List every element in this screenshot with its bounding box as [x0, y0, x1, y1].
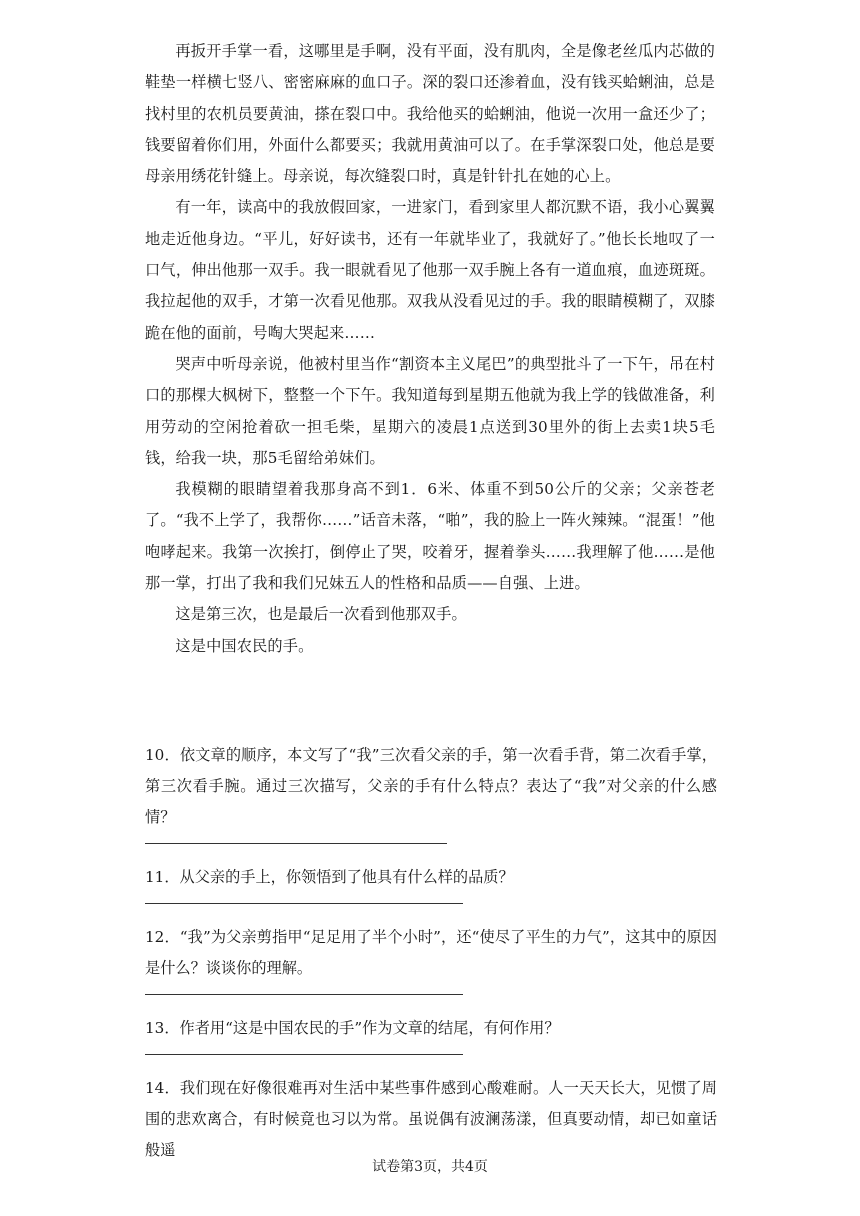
answer-line[interactable]	[145, 1054, 463, 1055]
passage-paragraph: 这是中国农民的手。	[175, 636, 314, 655]
page-footer: 试卷第3页，共4页	[372, 1159, 488, 1175]
question-text: 13．作者用“这是中国农民的手”作为文章的结尾，有何作用？	[145, 1019, 560, 1037]
question-list	[145, 740, 717, 1166]
reading-passage	[145, 36, 715, 662]
question-text: 11．从父亲的手上，你领悟到了他具有什么样的品质？	[145, 868, 514, 886]
question-text: 10．依文章的顺序，本文写了“我”三次看父亲的手，第一次看手背，第二次看手掌，第三次看手腕。通过三次描写，父亲的手有什么特点？表达了“我”对父亲的什么感情？	[145, 746, 717, 826]
question-13	[145, 1013, 717, 1055]
answer-line[interactable]	[145, 903, 463, 904]
question-text: 12．“我”为父亲剪指甲“足足用了半个小时”，还“使尽了平生的力气”，这其中的原因是什么？谈谈你的理解。	[145, 928, 717, 977]
question-11	[145, 862, 717, 904]
passage-paragraph: 有一年，读高中的我放假回家，一进家门，看到家里人都沉默不语，我小心翼翼地走近他身边。“平儿，好好读书，还有一年就毕业了，我就好了。”他长长地叹了一口气，伸出他那一双手。我一眼就看见了他那一双手腕上各有一道血痕，血迹斑斑。我拉起他的双手，才第一次看见他那。双我从没看见过的手。我的眼睛模糊了，双膝跪在他的面前，号啕大哭起来……	[145, 198, 715, 342]
question-10	[145, 740, 717, 844]
question-text: 14．我们现在好像很难再对生活中某些事件感到心酸难耐。人一天天长大，见惯了周围的悲欢离合，有时候竟也习以为常。虽说偶有波澜荡漾，但真要动情，却已如童话般遥	[145, 1079, 717, 1159]
passage-paragraph: 我模糊的眼睛望着我那身高不到1．6米、体重不到50公斤的父亲；父亲苍老了。“我不上学了，我帮你……”话音未落，“啪”，我的脸上一阵火辣辣。“混蛋！”他咆哮起来。我第一次挨打，倒停止了哭，咬着牙，握着拳头……我理解了他……是他那一掌，打出了我和我们兄妹五人的性格和品质——自强、上进。	[145, 480, 715, 593]
passage-paragraph: 再扳开手掌一看，这哪里是手啊，没有平面，没有肌肉，全是像老丝瓜内芯做的鞋垫一样横七竖八、密密麻麻的血口子。深的裂口还渗着血，没有钱买蛤蜊油，总是找村里的农机员要黄油，搽在裂口中。我给他买的蛤蜊油，他说一次用一盒还少了；钱要留着你们用，外面什么都要买；我就用黄油可以了。在手掌深裂口处，他总是要母亲用绣花针缝上。母亲说，每次缝裂口时，真是针针扎在她的心上。	[145, 42, 715, 186]
question-14	[145, 1073, 717, 1166]
passage-paragraph: 这是第三次，也是最后一次看到他那双手。	[175, 605, 467, 624]
question-12	[145, 922, 717, 995]
passage-paragraph: 哭声中听母亲说，他被村里当作“割资本主义尾巴”的典型批斗了一下午，吊在村口的那棵大枫树下，整整一个下午。我知道每到星期五他就为我上学的钱做准备，利用劳动的空闲抢着砍一担毛柴，星期六的凌晨1点送到30里外的街上去卖1块5毛钱，给我一块，那5毛留给弟妹们。	[145, 354, 715, 467]
answer-line[interactable]	[145, 843, 447, 844]
answer-line[interactable]	[145, 994, 463, 995]
